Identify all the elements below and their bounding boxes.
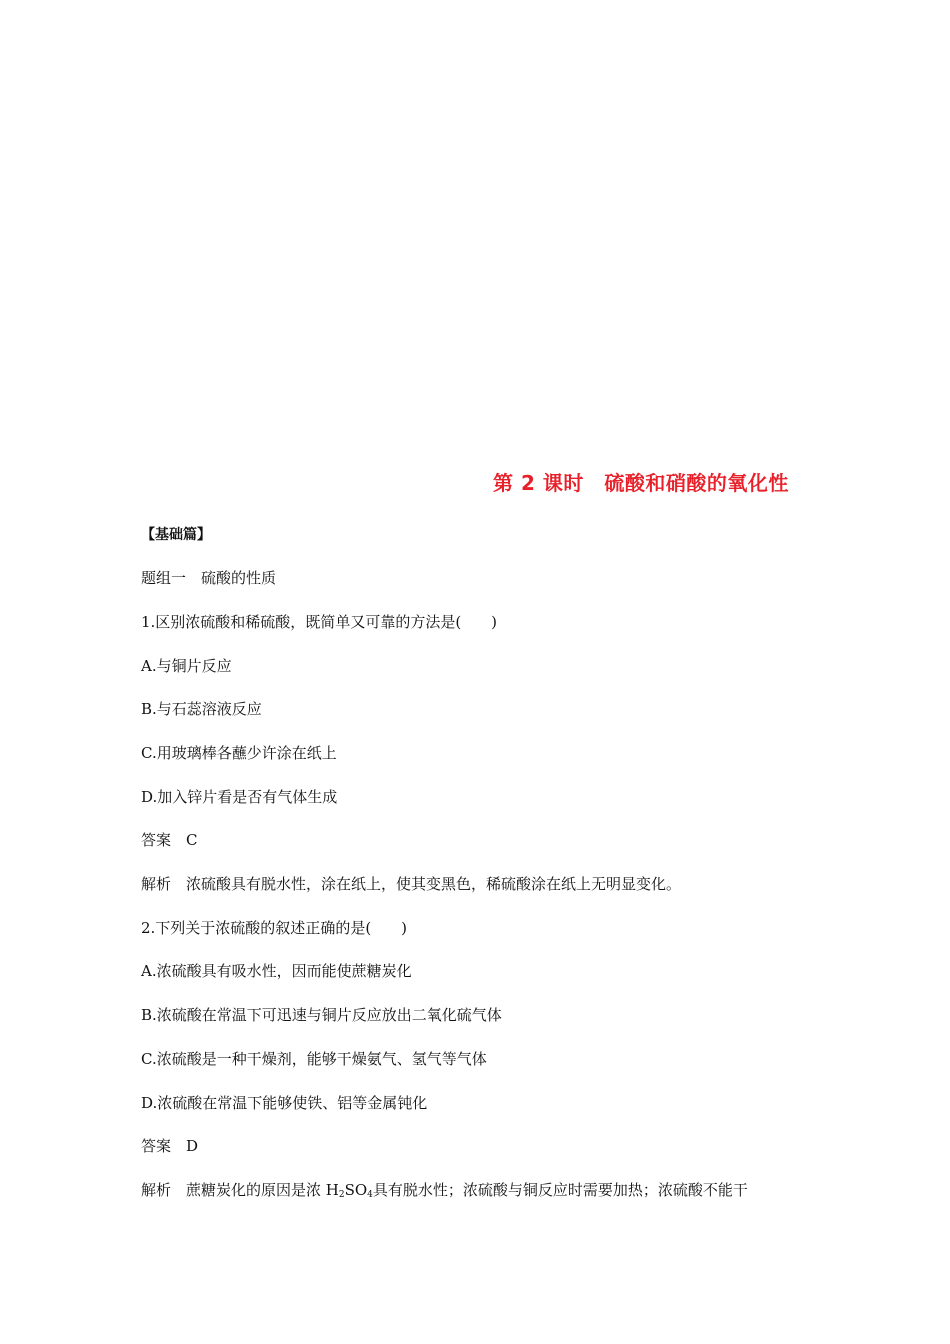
analysis-text-start: 解析 蔗糖炭化的原因是浓 H xyxy=(141,1181,339,1199)
subscript-2: 2 xyxy=(338,1190,345,1200)
subscript-4: 4 xyxy=(367,1190,373,1200)
question-1-option-a: A.与铜片反应 xyxy=(141,657,232,675)
question-2-answer: 答案 D xyxy=(141,1137,199,1155)
question-1-option-d: D.加入锌片看是否有气体生成 xyxy=(141,788,338,806)
analysis-text-so: SO xyxy=(344,1181,368,1199)
question-1-stem: 1.区别浓硫酸和稀硫酸，既简单又可靠的方法是( ) xyxy=(141,613,498,631)
question-1-analysis: 解析 浓硫酸具有脱水性，涂在纸上，使其变黑色，稀硫酸涂在纸上无明显变化。 xyxy=(141,875,682,893)
question-2-option-b: B.浓硫酸在常温下可迅速与铜片反应放出二氧化硫气体 xyxy=(141,1006,502,1024)
question-1-option-c: C.用玻璃棒各蘸少许涂在纸上 xyxy=(141,744,337,762)
question-2-option-d: D.浓硫酸在常温下能够使铁、铝等金属钝化 xyxy=(141,1094,428,1112)
question-2-analysis xyxy=(141,1180,748,1200)
question-2-stem: 2.下列关于浓硫酸的叙述正确的是( ) xyxy=(141,919,408,937)
question-1-option-b: B.与石蕊溶液反应 xyxy=(141,700,262,718)
analysis-text-end: 具有脱水性；浓硫酸与铜反应时需要加热；浓硫酸不能干 xyxy=(372,1181,748,1199)
section-heading: 【基础篇】 xyxy=(141,527,211,543)
question-group-heading: 题组一 硫酸的性质 xyxy=(141,569,277,587)
question-2-option-c: C.浓硫酸是一种干燥剂，能够干燥氨气、氢气等气体 xyxy=(141,1050,487,1068)
page-title: 第 2 课时 硫酸和硝酸的氧化性 xyxy=(493,471,789,495)
question-2-option-a: A.浓硫酸具有吸水性，因而能使蔗糖炭化 xyxy=(141,962,412,980)
question-1-answer: 答案 C xyxy=(141,831,198,849)
